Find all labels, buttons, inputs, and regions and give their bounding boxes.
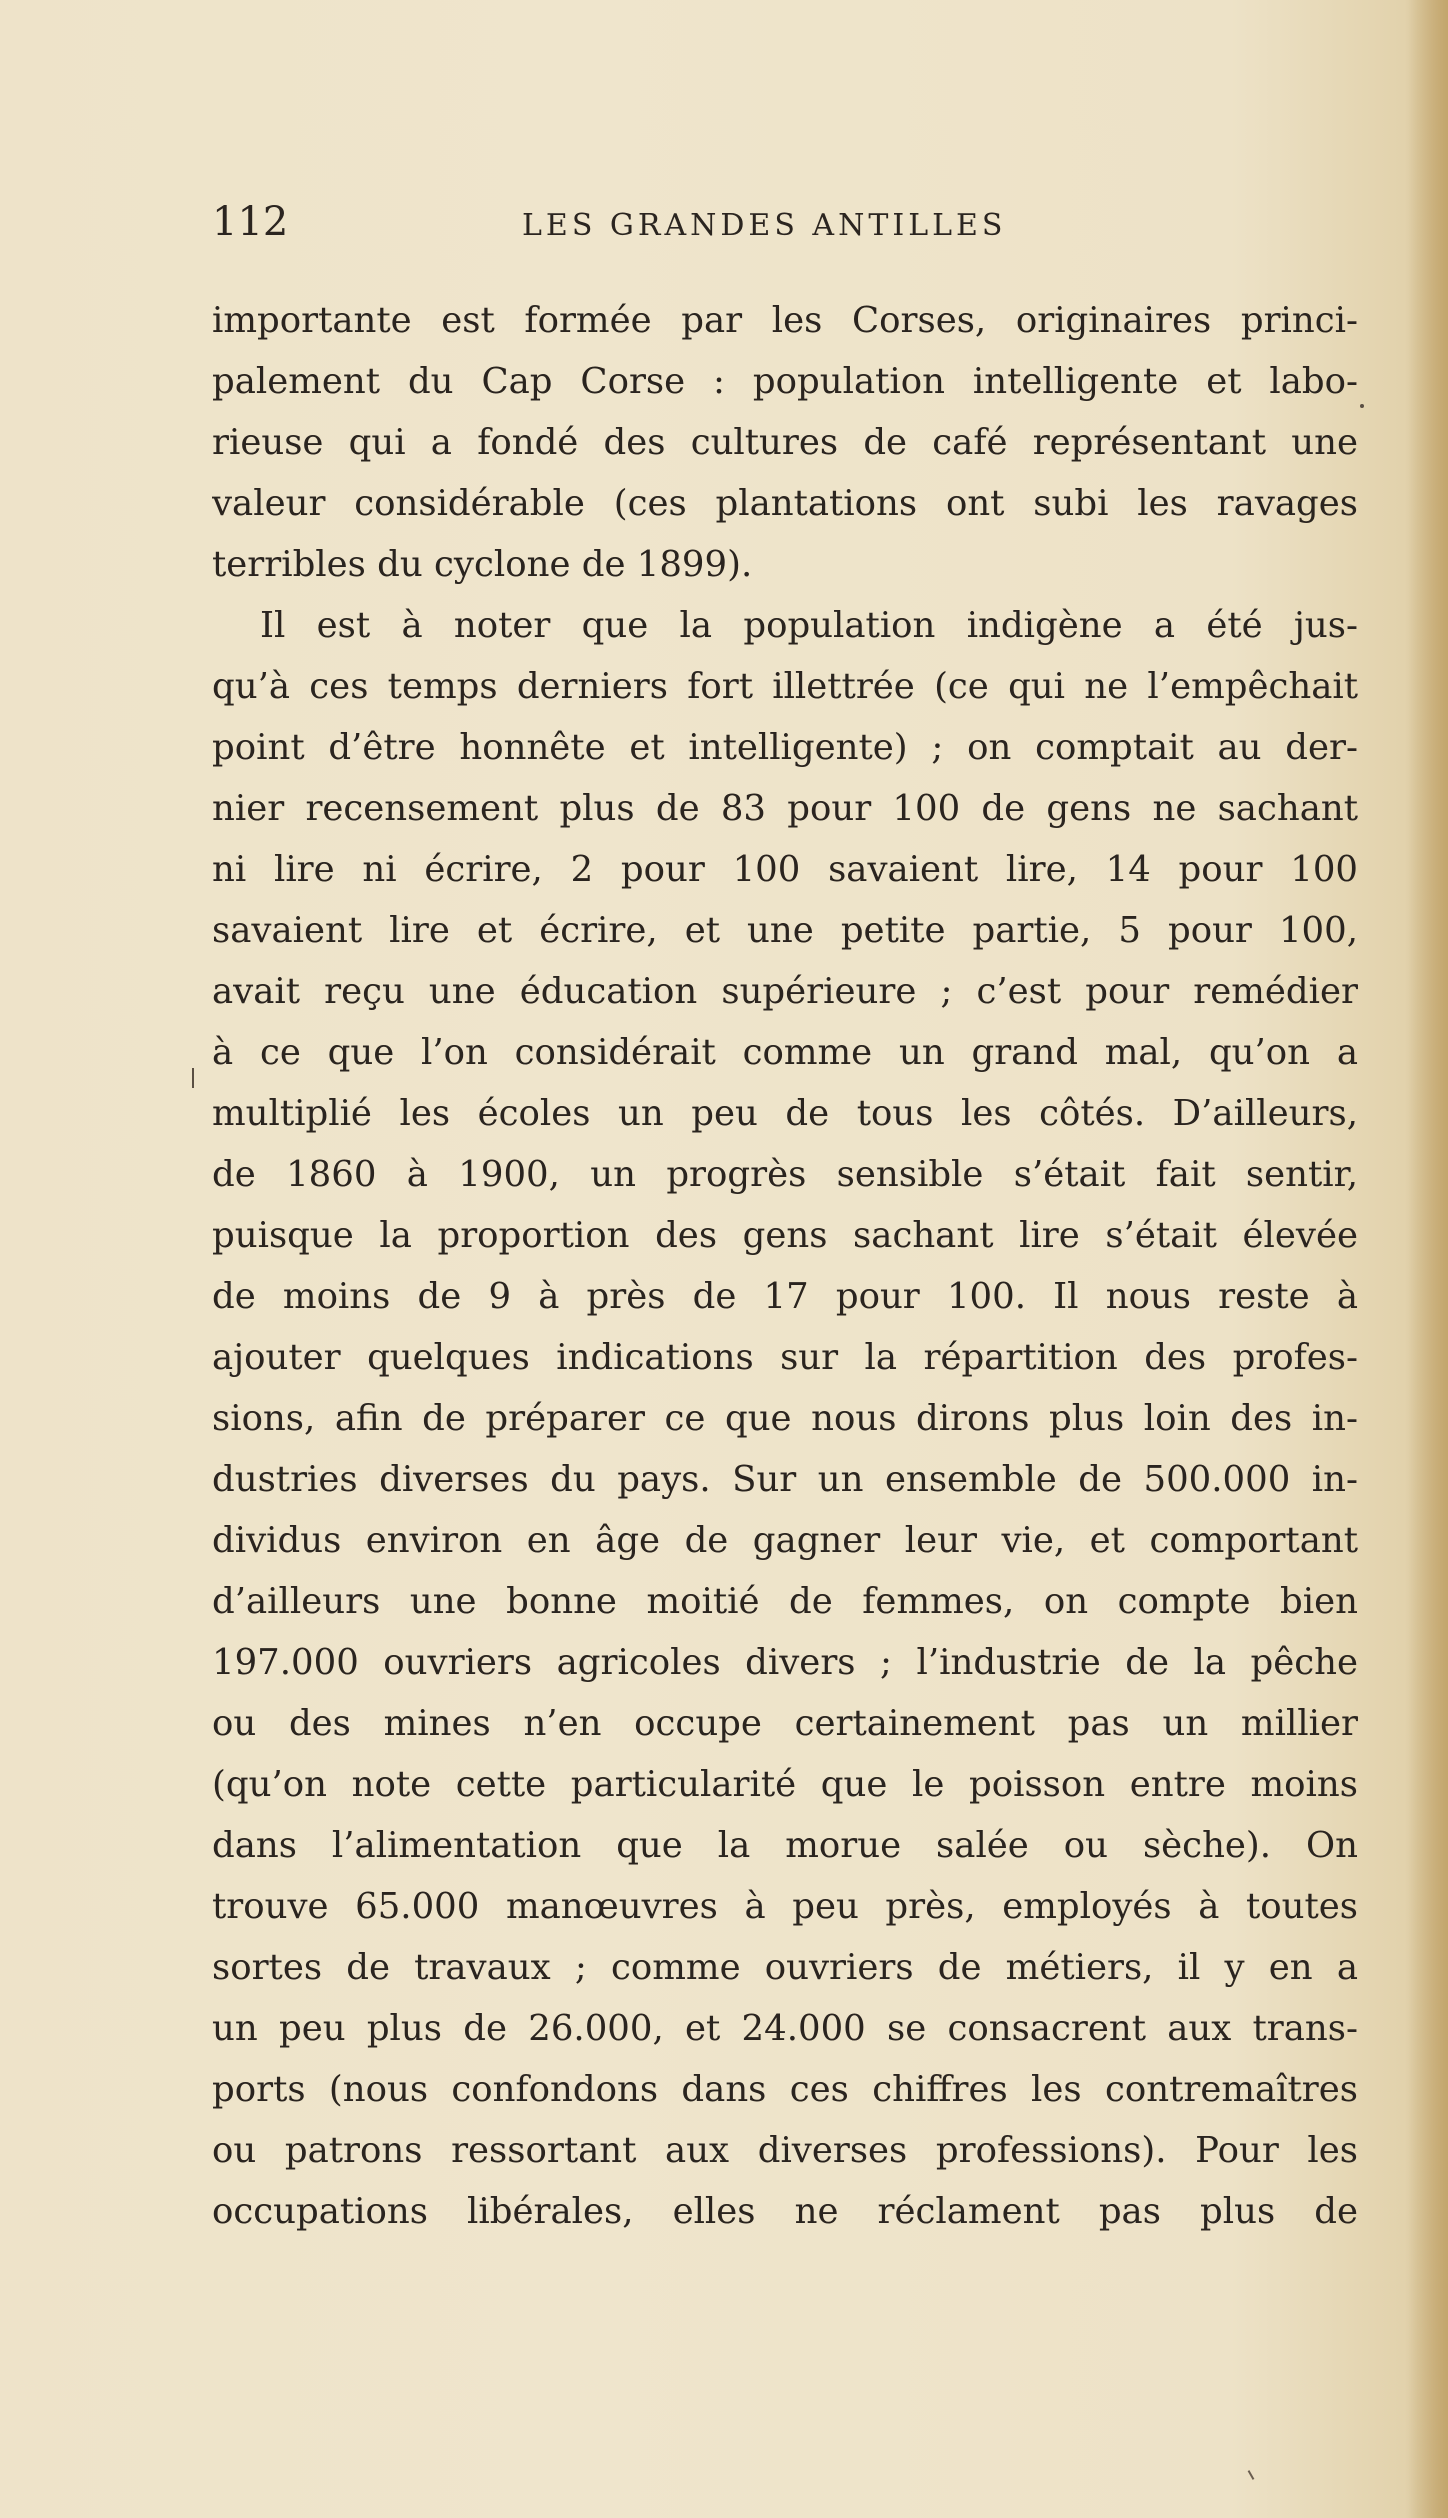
text-line: point d’être honnête et intelligente) ; on comptait au der- (212, 727, 1358, 768)
text-line: ou des mines n’en occupe certainement pas un millier (212, 1703, 1358, 1744)
text-line: palement du Cap Corse : population intelligente et labo- (212, 361, 1358, 402)
running-title: LES GRANDES ANTILLES (522, 208, 1007, 243)
page-number: 112 (212, 199, 289, 245)
text-line: qu’à ces temps derniers fort illettrée (ce qui ne l’empêchait (212, 666, 1358, 707)
text-line: 197.000 ouvriers agricoles divers ; l’industrie de la pêche (212, 1642, 1358, 1683)
speck-mark (1360, 404, 1364, 408)
text-line: d’ailleurs une bonne moitié de femmes, on compte bien (212, 1581, 1358, 1622)
text-line: sions, afin de préparer ce que nous dirons plus loin des in- (212, 1398, 1358, 1439)
text-line: ports (nous confondons dans ces chiffres les contremaîtres (212, 2069, 1358, 2110)
text-line: multiplié les écoles un peu de tous les côtés. D’ailleurs, (212, 1093, 1358, 1134)
text-line: avait reçu une éducation supérieure ; c’est pour remédier (212, 971, 1358, 1012)
text-line: terribles du cyclone de 1899). (212, 544, 753, 585)
text-line: (qu’on note cette particularité que le poisson entre moins (212, 1764, 1358, 1805)
text-line: Il est à noter que la population indigène a été jus- (260, 605, 1358, 646)
text-line: occupations libérales, elles ne réclament pas plus de (212, 2191, 1358, 2232)
text-line: un peu plus de 26.000, et 24.000 se consacrent aux trans- (212, 2008, 1358, 2049)
text-line: ni lire ni écrire, 2 pour 100 savaient lire, 14 pour 100 (212, 849, 1358, 890)
text-line: nier recensement plus de 83 pour 100 de gens ne sachant (212, 788, 1358, 829)
text-line: dustries diverses du pays. Sur un ensemble de 500.000 in- (212, 1459, 1358, 1500)
text-line: trouve 65.000 manœuvres à peu près, employés à toutes (212, 1886, 1358, 1927)
text-line: puisque la proportion des gens sachant lire s’était élevée (212, 1215, 1358, 1256)
text-line: savaient lire et écrire, et une petite partie, 5 pour 100, (212, 910, 1358, 951)
text-line: de moins de 9 à près de 17 pour 100. Il nous reste à (212, 1276, 1358, 1317)
text-line: dans l’alimentation que la morue salée ou sèche). On (212, 1825, 1358, 1866)
text-line: à ce que l’on considérait comme un grand mal, qu’on a (212, 1032, 1358, 1073)
text-line: sortes de travaux ; comme ouvriers de métiers, il y en a (212, 1947, 1358, 1988)
text-line: ou patrons ressortant aux diverses professions). Pour les (212, 2130, 1358, 2171)
text-line: valeur considérable (ces plantations ont subi les ravages (212, 483, 1358, 524)
text-line: dividus environ en âge de gagner leur vie, et comportant (212, 1520, 1358, 1561)
page-edge-shading (1408, 0, 1448, 2518)
text-line: importante est formée par les Corses, originaires princi- (212, 300, 1358, 341)
text-line: ajouter quelques indications sur la répartition des profes- (212, 1337, 1358, 1378)
bottom-mark (1248, 2470, 1255, 2480)
body-text (212, 290, 1358, 2242)
page-header (212, 192, 1358, 252)
text-line: rieuse qui a fondé des cultures de café représentant une (212, 422, 1358, 463)
margin-mark (192, 1068, 194, 1088)
text-line: de 1860 à 1900, un progrès sensible s’était fait sentir, (212, 1154, 1358, 1195)
